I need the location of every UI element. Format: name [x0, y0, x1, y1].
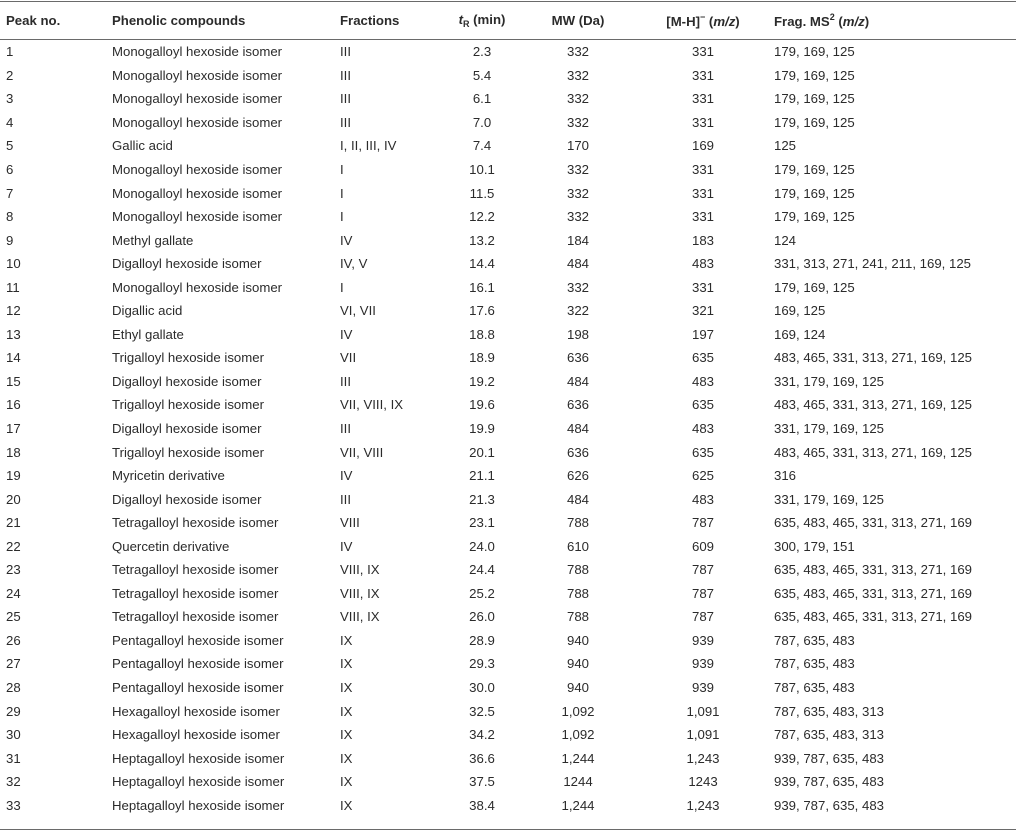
- cell-mw: 636: [566, 350, 589, 366]
- cell-fractions: VII, VIII, IX: [340, 397, 404, 413]
- cell-compound: Monogalloyl hexoside isomer: [112, 44, 283, 60]
- cell-peak-no: 31: [6, 750, 21, 766]
- cell-fractions: VIII, IX: [340, 585, 380, 601]
- cell-m-h: 483: [691, 373, 714, 389]
- table-row: [0, 511, 1016, 535]
- cell-mw: 332: [566, 185, 589, 201]
- table-row: [0, 605, 1016, 629]
- frag-unit: m/z: [842, 13, 865, 29]
- cell-fractions: I: [340, 185, 344, 201]
- cell-frag-ms2: 787, 635, 483: [774, 680, 855, 696]
- cell-mw: 1244: [563, 774, 593, 790]
- table-row: [0, 370, 1016, 394]
- cell-peak-no: 1: [6, 44, 14, 60]
- cell-mw: 484: [566, 256, 589, 272]
- cell-compound: Tetragalloyl hexoside isomer: [112, 609, 279, 625]
- cell-peak-no: 6: [6, 162, 14, 177]
- cell-compound: Digalloyl hexoside isomer: [112, 256, 262, 272]
- cell-peak-no: 9: [6, 232, 14, 248]
- cell-m-h: 331: [691, 91, 714, 107]
- cell-m-h: 1243: [688, 774, 718, 790]
- cell-peak-no: 19: [6, 468, 21, 484]
- cell-fractions: IX: [340, 774, 353, 790]
- cell-retention-time: 28.9: [469, 632, 495, 648]
- cell-peak-no: 23: [6, 562, 21, 578]
- cell-frag-ms2: 169, 124: [774, 326, 826, 342]
- cell-m-h: 609: [691, 538, 714, 554]
- cell-m-h: 1,243: [686, 750, 720, 766]
- tr-unit: (min): [469, 11, 506, 27]
- cell-mw: 184: [566, 232, 589, 248]
- cell-compound: Monogalloyl hexoside isomer: [112, 91, 283, 107]
- cell-mw: 170: [566, 138, 589, 154]
- table-row: [0, 417, 1016, 441]
- cell-m-h: 635: [691, 350, 714, 366]
- cell-retention-time: 37.5: [469, 774, 495, 790]
- cell-mw: 198: [566, 326, 589, 342]
- cell-frag-ms2: 787, 635, 483: [774, 656, 855, 672]
- cell-retention-time: 18.9: [469, 350, 495, 366]
- col-m-h: [M-H]− (m/z): [666, 11, 740, 29]
- cell-retention-time: 19.2: [469, 373, 495, 389]
- cell-peak-no: 3: [6, 91, 14, 107]
- table-row: [0, 228, 1016, 252]
- table-row: [0, 393, 1016, 417]
- cell-retention-time: 21.1: [469, 468, 495, 484]
- cell-compound: Tetragalloyl hexoside isomer: [112, 585, 279, 601]
- table-header: [0, 2, 1016, 40]
- cell-peak-no: 28: [6, 680, 21, 696]
- phenolic-compounds-table: [0, 2, 1016, 817]
- cell-fractions: III: [340, 421, 351, 437]
- table-row: [0, 794, 1016, 818]
- cell-retention-time: 36.6: [469, 750, 495, 766]
- frag-superscript: 2: [829, 11, 835, 22]
- table-body: [0, 40, 1016, 817]
- cell-retention-time: 29.3: [469, 656, 495, 672]
- cell-m-h: 939: [691, 680, 714, 696]
- cell-mw: 484: [566, 373, 589, 389]
- cell-fractions: IX: [340, 632, 353, 648]
- cell-frag-ms2: 124: [774, 232, 797, 248]
- mh-unit: m/z: [713, 13, 736, 29]
- col-fractions: Fractions: [340, 12, 400, 28]
- cell-peak-no: 12: [6, 303, 21, 319]
- table-row: [0, 582, 1016, 606]
- cell-fractions: IX: [340, 680, 353, 696]
- cell-fractions: IV: [340, 468, 353, 484]
- cell-peak-no: 10: [6, 256, 21, 272]
- cell-retention-time: 18.8: [469, 326, 495, 342]
- cell-fractions: VIII: [340, 515, 360, 531]
- table-row: [0, 205, 1016, 229]
- table-row: [0, 629, 1016, 653]
- cell-peak-no: 21: [6, 515, 21, 531]
- cell-fractions: VII: [340, 350, 357, 366]
- cell-mw: 1,092: [561, 703, 595, 719]
- cell-retention-time: 6.1: [472, 91, 492, 107]
- cell-mw: 940: [566, 632, 589, 648]
- cell-frag-ms2: 179, 169, 125: [774, 279, 855, 295]
- cell-fractions: I: [340, 279, 344, 295]
- cell-fractions: III: [340, 44, 351, 60]
- cell-fractions: VI, VII: [340, 303, 376, 319]
- cell-fractions: I, II, III, IV: [340, 138, 397, 154]
- cell-retention-time: 13.2: [469, 232, 495, 248]
- cell-peak-no: 18: [6, 444, 21, 460]
- cell-frag-ms2: 787, 635, 483, 313: [774, 703, 884, 719]
- cell-m-h: 1,091: [686, 727, 720, 743]
- cell-fractions: IX: [340, 797, 353, 813]
- cell-m-h: 1,091: [686, 703, 720, 719]
- cell-compound: Digalloyl hexoside isomer: [112, 491, 262, 507]
- cell-frag-ms2: 179, 169, 125: [774, 162, 855, 177]
- cell-mw: 484: [566, 421, 589, 437]
- cell-frag-ms2: 331, 179, 169, 125: [774, 491, 884, 507]
- cell-m-h: 483: [691, 256, 714, 272]
- cell-compound: Hexagalloyl hexoside isomer: [112, 703, 280, 719]
- cell-retention-time: 7.4: [472, 138, 492, 154]
- cell-frag-ms2: 331, 179, 169, 125: [774, 421, 884, 437]
- mh-label: [M-H]: [666, 13, 700, 29]
- cell-peak-no: 20: [6, 491, 21, 507]
- cell-peak-no: 11: [6, 279, 20, 295]
- col-mw: MW (Da): [551, 12, 605, 28]
- cell-compound: Trigalloyl hexoside isomer: [112, 397, 264, 413]
- cell-mw: 332: [566, 279, 589, 295]
- cell-compound: Tetragalloyl hexoside isomer: [112, 515, 279, 531]
- cell-mw: 332: [566, 67, 589, 83]
- cell-retention-time: 32.5: [469, 703, 495, 719]
- cell-fractions: I: [340, 162, 344, 177]
- cell-m-h: 183: [691, 232, 714, 248]
- cell-fractions: IX: [340, 727, 353, 743]
- cell-frag-ms2: 635, 483, 465, 331, 313, 271, 169: [774, 515, 972, 531]
- cell-mw: 788: [566, 585, 589, 601]
- col-retention-time: [446, 2, 518, 38]
- cell-fractions: III: [340, 67, 351, 83]
- cell-frag-ms2: 939, 787, 635, 483: [774, 797, 884, 813]
- col-peak-no: Peak no.: [6, 12, 61, 28]
- cell-retention-time: 24.0: [469, 538, 495, 554]
- cell-compound: Monogalloyl hexoside isomer: [112, 114, 283, 130]
- cell-peak-no: 4: [6, 114, 14, 130]
- cell-peak-no: 14: [6, 350, 21, 366]
- cell-compound: Hexagalloyl hexoside isomer: [112, 727, 280, 743]
- table-row: [0, 534, 1016, 558]
- cell-m-h: 197: [691, 326, 714, 342]
- cell-compound: Monogalloyl hexoside isomer: [112, 209, 283, 225]
- cell-frag-ms2: 331, 313, 271, 241, 211, 169, 125: [774, 256, 972, 272]
- cell-m-h: 483: [691, 491, 714, 507]
- cell-compound: Monogalloyl hexoside isomer: [112, 67, 283, 83]
- cell-retention-time: 21.3: [469, 491, 495, 507]
- table-row: [0, 487, 1016, 511]
- cell-frag-ms2: 169, 125: [774, 303, 826, 319]
- cell-fractions: III: [340, 91, 351, 107]
- cell-frag-ms2: 300, 179, 151: [774, 538, 855, 554]
- cell-m-h: 1,243: [686, 797, 720, 813]
- table-row: [0, 252, 1016, 276]
- cell-m-h: 787: [691, 609, 714, 625]
- cell-fractions: IV: [340, 538, 353, 554]
- cell-peak-no: 16: [6, 397, 21, 413]
- table-row: [0, 323, 1016, 347]
- cell-frag-ms2: 179, 169, 125: [774, 209, 855, 225]
- cell-retention-time: 30.0: [469, 680, 495, 696]
- bottom-rule: [0, 829, 1016, 830]
- cell-frag-ms2: 331, 179, 169, 125: [774, 373, 884, 389]
- cell-compound: Heptagalloyl hexoside isomer: [112, 750, 285, 766]
- cell-fractions: VII, VIII: [340, 444, 384, 460]
- cell-mw: 484: [566, 491, 589, 507]
- cell-frag-ms2: 635, 483, 465, 331, 313, 271, 169: [774, 562, 972, 578]
- cell-frag-ms2: 635, 483, 465, 331, 313, 271, 169: [774, 585, 972, 601]
- cell-retention-time: 20.1: [469, 444, 495, 460]
- table-row: [0, 134, 1016, 158]
- cell-m-h: 321: [691, 303, 714, 319]
- cell-compound: Digalloyl hexoside isomer: [112, 373, 262, 389]
- table-row: [0, 275, 1016, 299]
- cell-peak-no: 26: [6, 632, 21, 648]
- table-row: [0, 676, 1016, 700]
- cell-mw: 788: [566, 609, 589, 625]
- cell-retention-time: 23.1: [469, 515, 495, 531]
- cell-mw: 788: [566, 515, 589, 531]
- cell-m-h: 483: [691, 421, 714, 437]
- cell-frag-ms2: 635, 483, 465, 331, 313, 271, 169: [774, 609, 972, 625]
- cell-frag-ms2: 179, 169, 125: [774, 91, 855, 107]
- col-frag-ms2: Frag. $MS^2$ (m/z): [774, 11, 870, 29]
- table-row: [0, 558, 1016, 582]
- table-row: [0, 40, 1016, 64]
- table-row: [0, 158, 1016, 182]
- cell-mw: 332: [566, 114, 589, 130]
- table-row: [0, 440, 1016, 464]
- cell-fractions: IV: [340, 326, 353, 342]
- cell-frag-ms2: 483, 465, 331, 313, 271, 169, 125: [774, 397, 972, 413]
- cell-m-h: 169: [691, 138, 714, 154]
- cell-retention-time: 26.0: [469, 609, 495, 625]
- cell-compound: Ethyl gallate: [112, 326, 184, 342]
- table-row: [0, 181, 1016, 205]
- tr-subscript: R: [463, 18, 470, 29]
- table-row: [0, 770, 1016, 794]
- cell-frag-ms2: 787, 635, 483: [774, 632, 855, 648]
- cell-peak-no: 33: [6, 797, 21, 813]
- cell-peak-no: 2: [6, 67, 14, 83]
- table-row: [0, 699, 1016, 723]
- cell-compound: Monogalloyl hexoside isomer: [112, 162, 283, 177]
- cell-mw: 636: [566, 397, 589, 413]
- cell-retention-time: 5.4: [472, 67, 492, 83]
- cell-fractions: IX: [340, 656, 353, 672]
- table-row: [0, 299, 1016, 323]
- cell-peak-no: 15: [6, 373, 21, 389]
- cell-retention-time: 10.1: [469, 162, 495, 177]
- cell-compound: Trigalloyl hexoside isomer: [112, 444, 264, 460]
- cell-frag-ms2: 125: [774, 138, 797, 154]
- cell-peak-no: 8: [6, 209, 14, 225]
- cell-retention-time: 7.0: [472, 114, 492, 130]
- cell-retention-time: 17.6: [469, 303, 495, 319]
- cell-retention-time: 11.5: [469, 185, 495, 201]
- table-row: [0, 464, 1016, 488]
- table-row: [0, 64, 1016, 88]
- table-row: [0, 652, 1016, 676]
- cell-frag-ms2: 787, 635, 483, 313: [774, 727, 884, 743]
- cell-m-h: 331: [691, 185, 714, 201]
- cell-compound: Trigalloyl hexoside isomer: [112, 350, 264, 366]
- frag-label: Frag. MS: [774, 13, 830, 29]
- table-row: [0, 87, 1016, 111]
- cell-frag-ms2: 939, 787, 635, 483: [774, 750, 884, 766]
- cell-m-h: 331: [691, 209, 714, 225]
- cell-frag-ms2: 179, 169, 125: [774, 67, 855, 83]
- cell-mw: 322: [566, 303, 589, 319]
- cell-compound: Gallic acid: [112, 138, 173, 154]
- cell-m-h: 787: [691, 562, 714, 578]
- cell-retention-time: 2.3: [472, 44, 492, 60]
- cell-frag-ms2: 483, 465, 331, 313, 271, 169, 125: [774, 444, 972, 460]
- cell-mw: 332: [566, 209, 589, 225]
- cell-frag-ms2: 316: [774, 468, 797, 484]
- tr-symbol: t: [458, 11, 463, 27]
- cell-retention-time: 38.4: [469, 797, 495, 813]
- cell-frag-ms2: 179, 169, 125: [774, 185, 855, 201]
- cell-m-h: 331: [691, 162, 714, 177]
- cell-frag-ms2: 179, 169, 125: [774, 114, 855, 130]
- cell-fractions: IV: [340, 232, 353, 248]
- cell-mw: 626: [566, 468, 589, 484]
- cell-m-h: 787: [691, 515, 714, 531]
- cell-compound: Digallic acid: [112, 303, 183, 319]
- cell-m-h: 787: [691, 585, 714, 601]
- cell-m-h: 331: [691, 67, 714, 83]
- cell-mw: 788: [566, 562, 589, 578]
- col-phenolic-compounds: Phenolic compounds: [112, 12, 246, 28]
- cell-retention-time: 12.2: [469, 209, 495, 225]
- cell-frag-ms2: 483, 465, 331, 313, 271, 169, 125: [774, 350, 972, 366]
- cell-peak-no: 24: [6, 585, 21, 601]
- cell-retention-time: 34.2: [469, 727, 495, 743]
- table-row: [0, 746, 1016, 770]
- mh-superscript: −: [699, 11, 706, 22]
- cell-m-h: 331: [691, 114, 714, 130]
- cell-compound: Pentagalloyl hexoside isomer: [112, 632, 284, 648]
- table-row: [0, 346, 1016, 370]
- cell-mw: 332: [566, 91, 589, 107]
- cell-peak-no: 17: [6, 421, 21, 437]
- cell-mw: 1,244: [561, 750, 595, 766]
- header-row: [0, 2, 1016, 38]
- cell-fractions: VIII, IX: [340, 562, 380, 578]
- cell-peak-no: 7: [6, 185, 14, 201]
- cell-retention-time: 14.4: [469, 256, 495, 272]
- cell-fractions: IV, V: [340, 256, 368, 272]
- cell-m-h: 625: [691, 468, 714, 484]
- cell-m-h: 635: [691, 444, 714, 460]
- cell-fractions: VIII, IX: [340, 609, 380, 625]
- cell-mw: 1,092: [561, 727, 595, 743]
- cell-frag-ms2: 939, 787, 635, 483: [774, 774, 884, 790]
- cell-peak-no: 22: [6, 538, 21, 554]
- cell-compound: Monogalloyl hexoside isomer: [112, 185, 283, 201]
- cell-fractions: IX: [340, 750, 353, 766]
- cell-mw: 332: [566, 162, 589, 177]
- table-row: [0, 111, 1016, 135]
- cell-retention-time: 19.6: [469, 397, 495, 413]
- cell-m-h: 331: [691, 279, 714, 295]
- cell-compound: Myricetin derivative: [112, 468, 225, 484]
- cell-peak-no: 29: [6, 703, 21, 719]
- cell-compound: Quercetin derivative: [112, 538, 230, 554]
- cell-peak-no: 5: [6, 138, 14, 154]
- cell-mw: 636: [566, 444, 589, 460]
- cell-m-h: 331: [691, 44, 714, 60]
- cell-m-h: 939: [691, 656, 714, 672]
- cell-compound: Digalloyl hexoside isomer: [112, 421, 262, 437]
- cell-mw: 940: [566, 680, 589, 696]
- table-row: [0, 723, 1016, 747]
- cell-compound: Methyl gallate: [112, 232, 194, 248]
- cell-fractions: III: [340, 491, 351, 507]
- cell-compound: Monogalloyl hexoside isomer: [112, 279, 283, 295]
- cell-m-h: 939: [691, 632, 714, 648]
- cell-retention-time: 19.9: [469, 421, 495, 437]
- cell-fractions: I: [340, 209, 344, 225]
- cell-compound: Heptagalloyl hexoside isomer: [112, 774, 285, 790]
- cell-fractions: IX: [340, 703, 353, 719]
- cell-fractions: III: [340, 373, 351, 389]
- cell-frag-ms2: 179, 169, 125: [774, 44, 855, 60]
- cell-mw: 610: [566, 538, 589, 554]
- cell-compound: Tetragalloyl hexoside isomer: [112, 562, 279, 578]
- cell-retention-time: 24.4: [469, 562, 495, 578]
- cell-compound: Pentagalloyl hexoside isomer: [112, 680, 284, 696]
- cell-retention-time: 16.1: [469, 279, 495, 295]
- cell-mw: 940: [566, 656, 589, 672]
- cell-mw: 1,244: [561, 797, 595, 813]
- cell-compound: Heptagalloyl hexoside isomer: [112, 797, 285, 813]
- cell-peak-no: 32: [6, 774, 21, 790]
- cell-peak-no: 27: [6, 656, 21, 672]
- cell-m-h: 635: [691, 397, 714, 413]
- cell-mw: 332: [566, 44, 589, 60]
- cell-retention-time: 25.2: [469, 585, 495, 601]
- cell-peak-no: 25: [6, 609, 21, 625]
- cell-peak-no: 30: [6, 727, 21, 743]
- cell-compound: Pentagalloyl hexoside isomer: [112, 656, 284, 672]
- cell-peak-no: 13: [6, 326, 21, 342]
- cell-fractions: III: [340, 114, 351, 130]
